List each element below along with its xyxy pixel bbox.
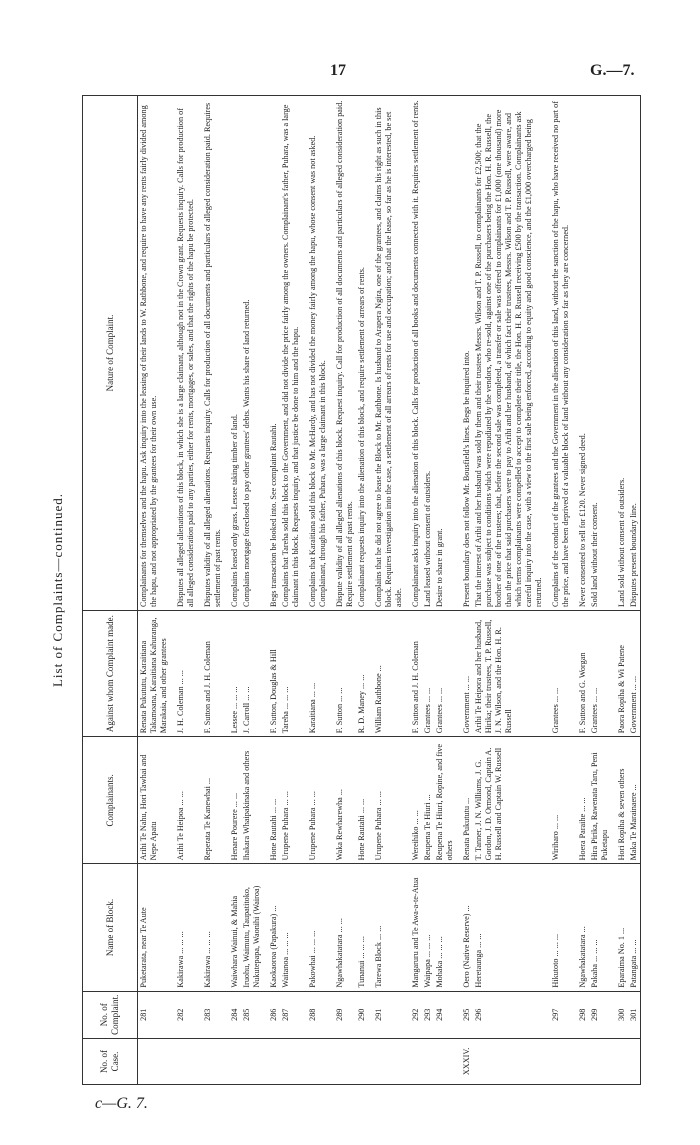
complainants-cell: Arihi Te Heipoa ... ... (170, 737, 197, 864)
complainants-cell: T. Tanner, J. N. Williams, J. G. Gordon, J. D. Ormond, Captain A. H. Russell and Captain W. Russell (473, 737, 545, 864)
complainants-cell: Ihakara Whaipakinaka and others (241, 737, 263, 864)
case-cell (628, 1038, 641, 1084)
complaint-number-cell: 282 (170, 991, 197, 1038)
nature-cell: Complains mortgage foreclosed to pay other grantees' debts. Wants his share of land returned. (241, 96, 263, 611)
complainants-cell: Hira Pirika, Rawenata Taru, Peni Puketapu (589, 737, 611, 864)
against-cell: F. Sutton, Douglas & Hill (263, 610, 280, 736)
complainants-cell: Hori Ropiha & seven others (611, 737, 628, 864)
table-row (356, 96, 368, 1085)
case-cell (589, 1038, 611, 1084)
complaint-number-cell: 295 (456, 991, 473, 1038)
complaint-number-cell: 296 (473, 991, 545, 1038)
complaint-number-cell: 301 (628, 991, 641, 1038)
case-cell (368, 1038, 405, 1084)
table-row (197, 96, 224, 1085)
against-cell: Grantees ... ... (545, 610, 572, 736)
block-name-cell: Ngawhakatatara ... ... (329, 864, 356, 991)
complaint-number-cell: 294 (434, 991, 456, 1038)
against-cell: F. Sutton and G. Worgan (572, 610, 589, 736)
nature-cell: Disputes validity of all alleged alienations. Requests inquiry. Calls for production of all documents and particulars of alleged consideration paid. Requires settlement of past rents. (197, 96, 224, 611)
table-row (422, 96, 434, 1085)
block-name-cell: Tunanui ... ... ... (356, 864, 368, 991)
against-cell: F. Sutton and J. H. Coleman (405, 610, 422, 736)
against-cell: Grantees ... ... (434, 610, 456, 736)
against-cell: Grantees ... ... (422, 610, 434, 736)
case-cell (138, 1038, 171, 1084)
block-name-cell: Waitanoa ... ... ... (280, 864, 302, 991)
nature-cell: Sold land without their consent. (589, 96, 611, 611)
case-cell (473, 1038, 545, 1084)
case-cell (329, 1038, 356, 1084)
complaint-number-cell: 288 (302, 991, 329, 1038)
complainants-cell: Reupena Te Hiuri, Ropine, and five others (434, 737, 456, 864)
complainants-cell: Hone Rautahi ... ... (263, 737, 280, 864)
against-cell: F. Sutton ... ... (329, 610, 356, 736)
nature-cell: Desire to share in grant. (434, 96, 456, 611)
complainants-cell: Waka Rewharewha ... (329, 737, 356, 864)
case-cell (405, 1038, 422, 1084)
table-row (302, 96, 329, 1085)
complaint-number-cell: 298 (572, 991, 589, 1038)
against-cell: J. Carroll ... ... (241, 610, 263, 736)
block-name-cell: Patangata ... ... (628, 864, 641, 991)
case-cell (422, 1038, 434, 1084)
case-cell (545, 1038, 572, 1084)
block-name-cell: Waipapa ... ... ... (422, 864, 434, 991)
table-row (280, 96, 302, 1085)
block-name-cell: Pakowhai ... ... ... (302, 864, 329, 991)
against-cell: Renata Pukututu, Karaitiana Takamoana, Karaitiana Kahuranga, Marakaia, and other grantees (138, 610, 171, 736)
complainants-cell: Hoera Paraihe ... ... (572, 737, 589, 864)
nature-cell: Complains that he did not agree to lease the Block to Mr. Rathbone. Is husband to Arapera Ngira, one of the grantees, and claims his right as such in this block. Requires investigation into the case, a settlement of all arrears of rents for use and occupation; and that the lease, so far as he is interested, be set aside. (368, 96, 405, 611)
nature-cell: Complains leased only grass. Lessee taking timber of land. (224, 96, 241, 611)
block-name-cell: Iruohu, Waimutu, Taupatitoko, Nukutepapa, Waonihi (Wairoa) (241, 864, 263, 991)
against-cell: Lessee ... ... ... (224, 610, 241, 736)
against-cell: Tareha ... ... ... (280, 610, 302, 736)
table-row (138, 96, 171, 1085)
footer-reference: c—G. 7. (95, 1095, 148, 1112)
against-cell: William Rathbone ... (368, 610, 405, 736)
complainants-cell: Wereihiko ... ... (405, 737, 422, 864)
case-cell (572, 1038, 589, 1084)
case-cell (263, 1038, 280, 1084)
block-name-cell: Hikutoto ... ... ... (545, 864, 572, 991)
complainants-cell: Urupene Puhara ... ... (302, 737, 329, 864)
nature-cell: Disputes present boundary line. (628, 96, 641, 611)
case-cell (280, 1038, 302, 1084)
against-cell: Paora Ropiha & Wi Patene (611, 610, 628, 736)
block-name-cell: Kakirawa ... ... ... (197, 864, 224, 991)
nature-cell: Disputes all alleged alienations of this block, in which she is a large claimant, although not in the Crown grant. Requests inquiry. Calls for production of all alleged consideration paid to any parties, either for rents, mortgages, or sales, and that the rights of the hapu be protected. (170, 96, 197, 611)
table-row (170, 96, 197, 1085)
col-against-header: Against whom Complaint made. (83, 610, 138, 736)
nature-cell: Complainants for themselves and the hapu. Ask inquiry into the leasing of their lands to W. Rathbone, and require to have any rents fairly divided among the hapu, and not appropriated by the grantees for their own use. (138, 96, 171, 611)
nature-cell: That the interest of Arihi and her husband was sold by them and their trustees Messrs. Wilson and T. P. Russell, to complainants for £2,500; that the purchase was subject to conditions which were repudiated by the vendors, who re-sold, against one of the purchasers being the Hon. H. R. Russell, the brother of one of the trustees; that, before the second sale was completed, a transfer or sale was offered to complainants for £1,000 (one thousand) more than the price that said purchasers were to pay to Arihi and her husband, of which fact their trustees, Messrs. Wilson and T. P. Russell, were aware, and which terms complainants were compelled to accept to complete their title, the Hon. H. R. Russell receiving £500 by the transaction. Complainants ask careful inquiry into the case, with a view to the first sale being enforced, according to equity and good conscience, and the £1,000 overcharged being returned. (473, 96, 545, 611)
col-block-header: Name of Block. (83, 864, 138, 991)
complaint-number-cell: 291 (368, 991, 405, 1038)
table-header-row (83, 96, 138, 1085)
case-cell (302, 1038, 329, 1084)
rotated-table-page (40, 95, 680, 1085)
complaint-number-cell: 281 (138, 991, 171, 1038)
case-cell (434, 1038, 456, 1084)
page-number: 17 (330, 62, 346, 79)
nature-cell: Present boundary does not follow Mr. Bousfield's lines. Begs be inquired into. (456, 96, 473, 611)
document-reference: G.—7. (590, 62, 635, 79)
against-cell: Karaitiana ... ... (302, 610, 329, 736)
block-name-cell: Puketarata, near Te Aute (138, 864, 171, 991)
list-title: List of Complaints—continued. (50, 493, 65, 688)
block-name-cell: Tarewa Block ... ... (368, 864, 405, 991)
table-row (329, 96, 356, 1085)
complainants-cell: Urupene Puhara ... ... (368, 737, 405, 864)
complainants-cell: Wiriharo ... ... (545, 737, 572, 864)
complaint-number-cell: 285 (241, 991, 263, 1038)
table-row (473, 96, 545, 1085)
against-cell: Government ... ... (628, 610, 641, 736)
case-cell (197, 1038, 224, 1084)
table-row (545, 96, 572, 1085)
nature-cell: Complainant requests inquiry into the alienation of this block, and require settlement of arrears of rents. (356, 96, 368, 611)
col-complainants-header: Complainants. (83, 737, 138, 864)
complainants-cell: Hone Rautahi ... ... (356, 737, 368, 864)
complaint-number-cell: 283 (197, 991, 224, 1038)
nature-cell: Never consented to sell for £120. Never signed deed. (572, 96, 589, 611)
table-row (434, 96, 456, 1085)
complaint-number-cell: 289 (329, 991, 356, 1038)
table-row (572, 96, 589, 1085)
complaint-number-cell: 290 (356, 991, 368, 1038)
nature-cell: Complains of the conduct of the grantees and the Government in the alienation of this land, without the sanction of the hapu, who have received no part of the price, and have been deprived of a valuable block of land without any consideration so far as they are concerned. (545, 96, 572, 611)
table-row (224, 96, 241, 1085)
complaint-number-cell: 284 (224, 991, 241, 1038)
case-cell (241, 1038, 263, 1084)
block-name-cell: Heretaunga ... ... (473, 864, 545, 991)
block-name-cell: Eparaima No. 1 ... (611, 864, 628, 991)
complaint-number-cell: 300 (611, 991, 628, 1038)
block-name-cell: Kaokaoroa (Papakura) ... (263, 864, 280, 991)
table-row (611, 96, 628, 1085)
nature-cell: Complainant asks inquiry into the alienation of this block. Calls for production of all books and documents connected with it. Requires settlement of rents. (405, 96, 422, 611)
against-cell: Grantees ... ... (589, 610, 611, 736)
complainants-cell: Reupena Te Hiuri ... (422, 737, 434, 864)
nature-cell: Begs transaction be looked into. See complaint Rautahi. (263, 96, 280, 611)
complainants-cell: Arihi Te Nahu, Hori Tawhai and Nepe Apatu (138, 737, 171, 864)
block-name-cell: Oero (Native Reserve) ... (456, 864, 473, 991)
table-row (241, 96, 263, 1085)
case-cell (356, 1038, 368, 1084)
block-name-cell: Mangaruru and Te Awa-a-te-Atua (405, 864, 422, 991)
block-name-cell: Pakaha ... ... ... (589, 864, 611, 991)
complaint-number-cell: 293 (422, 991, 434, 1038)
complainants-cell: Renata Pukututu ... (456, 737, 473, 864)
against-cell: F. Sutton and J. H. Coleman (197, 610, 224, 736)
nature-cell: Land sold without consent of outsiders. (611, 96, 628, 611)
against-cell: J. H. Coleman ... ... (170, 610, 197, 736)
complaints-table (82, 95, 641, 1085)
complainants-cell: Henare Pourere ... ... (224, 737, 241, 864)
against-cell: R. D. Maney ... ... (356, 610, 368, 736)
block-name-cell: Mohaka ... ... ... (434, 864, 456, 991)
nature-cell: Complains that Karaitiana sold this block to Mr. McHardy, and has not divided the money fairly among the hapu, whose consent was not asked. Complainant, through his father, Puhara, was a large claimant in this block. (302, 96, 329, 611)
table-row (589, 96, 611, 1085)
against-cell: Government ... ... (456, 610, 473, 736)
col-case-header: No. of Case. (83, 1038, 138, 1084)
case-cell (224, 1038, 241, 1084)
nature-cell: Land leased without consent of outsiders. (422, 96, 434, 611)
case-cell: XXXIV. (456, 1038, 473, 1084)
table-row (368, 96, 405, 1085)
complaint-number-cell: 287 (280, 991, 302, 1038)
block-name-cell: Ngawhakatatara ... (572, 864, 589, 991)
complainants-cell: Urupene Puhara ... ... (280, 737, 302, 864)
case-cell (170, 1038, 197, 1084)
table-row (628, 96, 641, 1085)
table-row (456, 96, 473, 1085)
col-nature-header: Nature of Complaint. (83, 96, 138, 611)
block-name-cell: Waiwhara Wainui, & Mahia (224, 864, 241, 991)
complaint-number-cell: 292 (405, 991, 422, 1038)
block-name-cell: Kakirawa ... ... ... (170, 864, 197, 991)
against-cell: Arihi Te Heipora and her husband, Hirika; their trustees, T. P. Russell, J. N. Wilson, and the Hon. H. R. Russell (473, 610, 545, 736)
complaint-number-cell: 299 (589, 991, 611, 1038)
table-row (405, 96, 422, 1085)
table-row (263, 96, 280, 1085)
complaint-number-cell: 297 (545, 991, 572, 1038)
nature-cell: Dispute validity of all alleged alienations of this block. Request inquiry. Call for production of all documents and particulars of alleged consideration paid. Require settlement of past rents. (329, 96, 356, 611)
complainants-cell: Maka Te Marainaere ... (628, 737, 641, 864)
case-cell (611, 1038, 628, 1084)
nature-cell: Complains that Tareha sold this block to the Government, and did not divide the price fairly among the owners. Complainant's father, Puhara, was a large claimant in this block. Requests inquiry, and that justice be done to him and the hapu. (280, 96, 302, 611)
col-complaint-number-header: No. of Complaint. (83, 991, 138, 1038)
complainants-cell: Reperata Te Kanewhai ... (197, 737, 224, 864)
complaint-number-cell: 286 (263, 991, 280, 1038)
